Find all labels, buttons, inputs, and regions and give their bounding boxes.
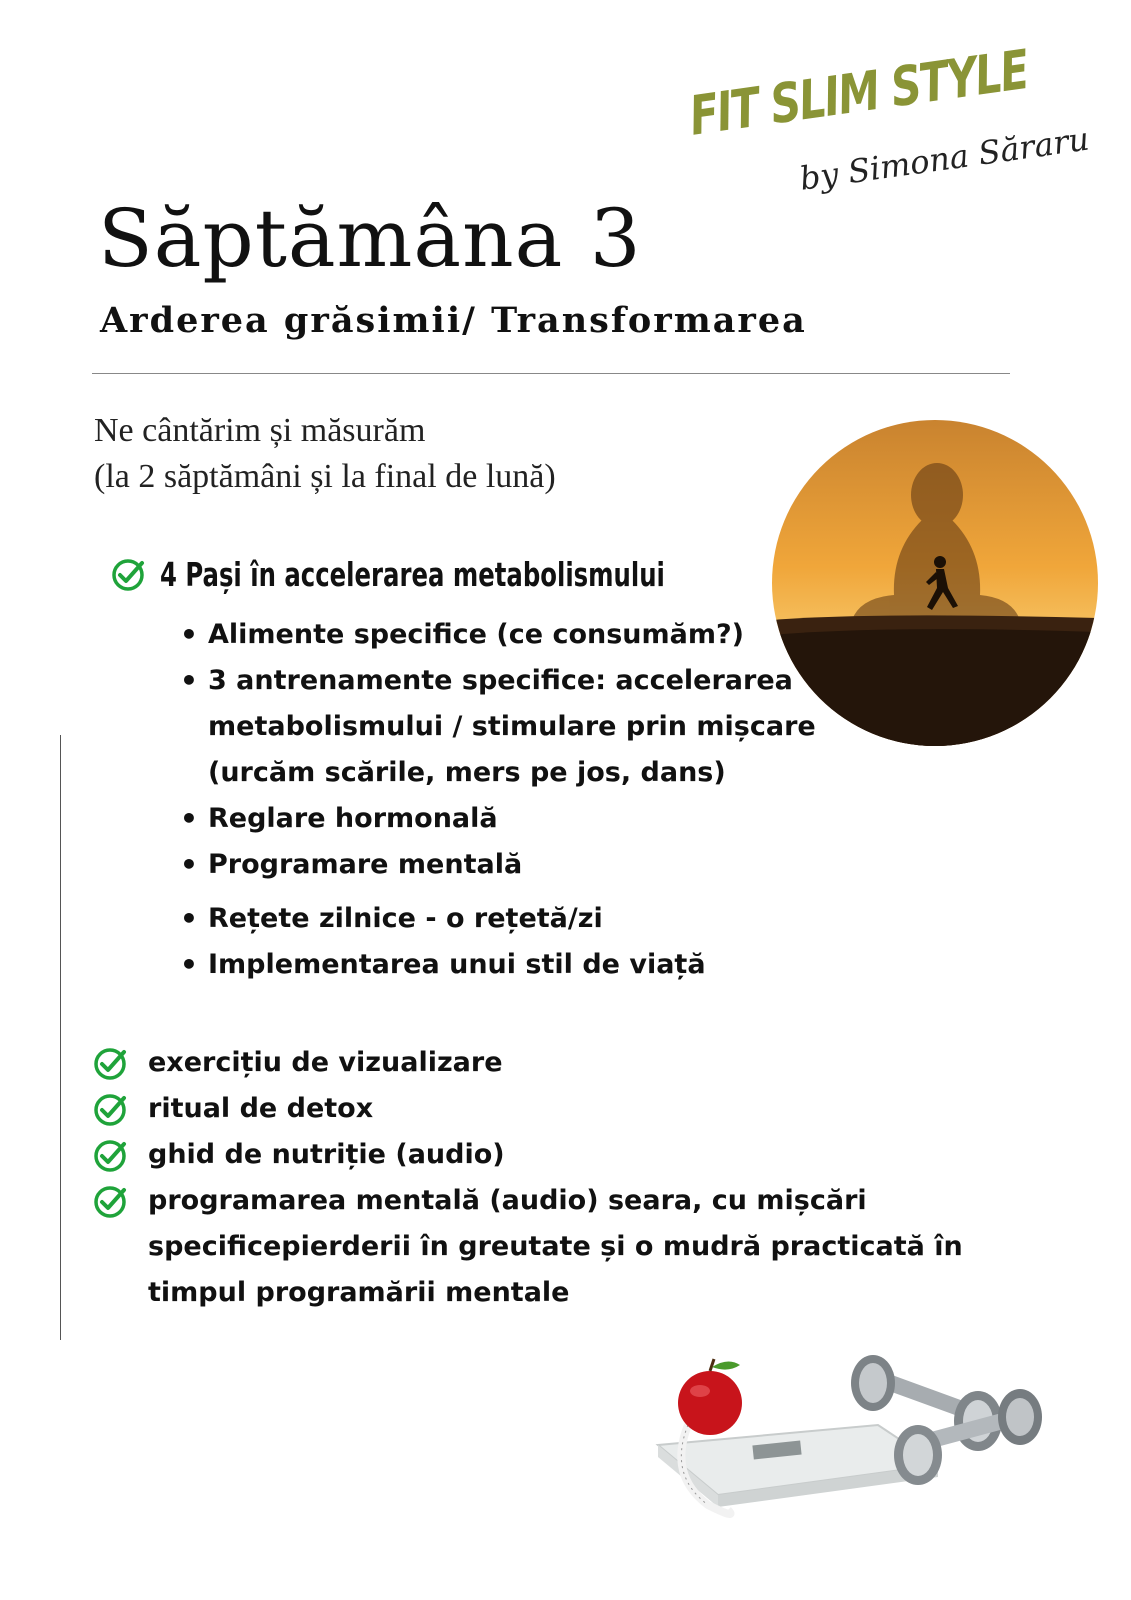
- check-item-text: programarea mentală (audio) seara, cu mișcări specificepierderii în greutate și o mudră practicată în timpul programării mentale: [148, 1185, 963, 1308]
- check-item: [92, 1132, 1012, 1178]
- list-item: • Alimente specifice (ce consumăm?): [180, 612, 820, 658]
- page-title: Săptămâna 3: [98, 192, 642, 285]
- check-circle-icon: [92, 1046, 128, 1082]
- logo-byline: by Simona Săraru: [797, 119, 1092, 198]
- list-item: • Rețete zilnice - o rețetă/zi: [180, 896, 820, 942]
- check-item: [92, 1178, 1012, 1316]
- logo: [685, 37, 1092, 215]
- check-item: [92, 1040, 1012, 1086]
- check-circle-icon: [92, 1138, 128, 1174]
- weigh-line-2: (la 2 săptămâni și la final de lună): [94, 458, 556, 495]
- bullet-list: [180, 612, 820, 988]
- list-item: • Implementarea unui stil de viață: [180, 942, 820, 988]
- page-subtitle: Arderea grăsimii/ Transformarea: [100, 300, 807, 341]
- check-circle-icon: [110, 557, 146, 593]
- check-item-text: ritual de detox: [148, 1093, 374, 1124]
- main-heading-text: 4 Pași în accelerarea metabolismului: [160, 555, 665, 594]
- weigh-note: [94, 408, 556, 500]
- side-divider: [60, 735, 61, 1340]
- list-item: • 3 antrenamente specifice: accelerarea metabolismului / stimulare prin mișcare (urcăm scările, mers pe jos, dans): [180, 658, 820, 796]
- divider: [92, 373, 1010, 374]
- logo-brand: FIT SLIM STYLE: [685, 37, 1032, 148]
- check-item: [92, 1086, 1012, 1132]
- apple-icon: [678, 1359, 742, 1435]
- fitness-illustration: [648, 1355, 1058, 1525]
- check-item-text: ghid de nutriție (audio): [148, 1139, 505, 1170]
- list-item: • Programare mentală: [180, 842, 820, 888]
- check-circle-icon: [92, 1092, 128, 1128]
- weigh-line-1: Ne cântărim și măsurăm: [94, 412, 426, 449]
- check-list: [92, 1040, 1012, 1316]
- check-circle-icon: [92, 1184, 128, 1220]
- list-item: • Reglare hormonală: [180, 796, 820, 842]
- check-item-text: exercițiu de vizualizare: [148, 1047, 503, 1078]
- main-heading: [110, 555, 776, 594]
- silhouette-photo: [772, 420, 1098, 746]
